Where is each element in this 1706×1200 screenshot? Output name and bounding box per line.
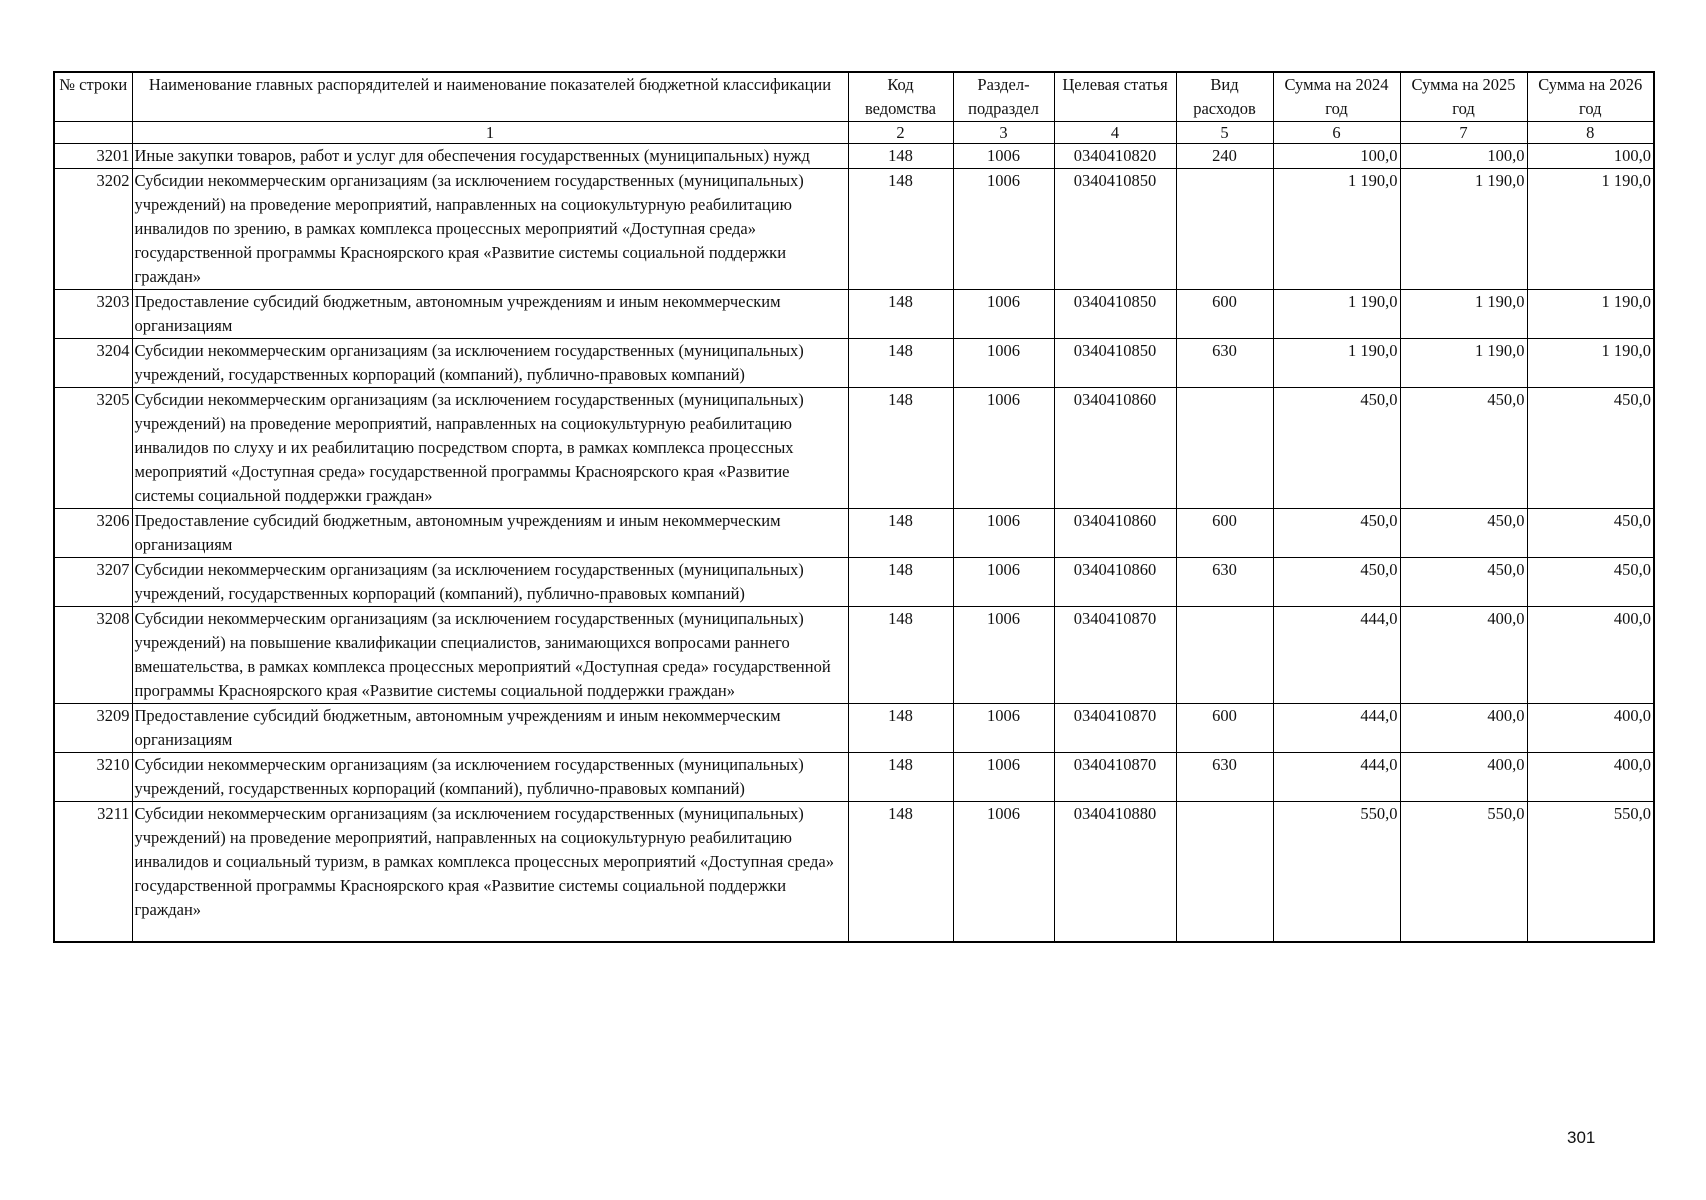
table-row (54, 339, 1654, 388)
header-sum-2025: Сумма на 2025 год (1400, 72, 1527, 122)
row-number: 3205 (54, 388, 132, 509)
row-section: 1006 (953, 144, 1054, 169)
row-sum-2024: 444,0 (1273, 753, 1400, 802)
row-sum-2026: 400,0 (1527, 704, 1654, 753)
row-department-code: 148 (848, 290, 953, 339)
row-sum-2025: 100,0 (1400, 144, 1527, 169)
row-target-article: 0340410860 (1054, 558, 1176, 607)
row-sum-2026: 400,0 (1527, 607, 1654, 704)
row-sum-2025: 400,0 (1400, 704, 1527, 753)
table-row (54, 290, 1654, 339)
row-name: Субсидии некоммерческим организациям (за исключением государственных (муниципальных) учреждений) на проведение мероприятий, направленных на социокультурную реабилитацию инвалидов по зрению, в рамках комплекса процессных мероприятий «Доступная среда» государственной программы Красноярского края «Развитие системы социальной поддержки граждан» (132, 169, 848, 290)
table-row (54, 753, 1654, 802)
row-section: 1006 (953, 558, 1054, 607)
row-sum-2025: 1 190,0 (1400, 290, 1527, 339)
row-number: 3201 (54, 144, 132, 169)
row-sum-2024: 1 190,0 (1273, 169, 1400, 290)
row-sum-2024: 100,0 (1273, 144, 1400, 169)
row-target-article: 0340410880 (1054, 802, 1176, 942)
row-department-code: 148 (848, 704, 953, 753)
row-sum-2026: 100,0 (1527, 144, 1654, 169)
row-expense-type: 630 (1176, 339, 1273, 388)
row-section: 1006 (953, 802, 1054, 942)
table-row (54, 802, 1654, 942)
column-number-row (54, 122, 1654, 144)
row-sum-2026: 450,0 (1527, 558, 1654, 607)
row-expense-type: 600 (1176, 704, 1273, 753)
row-department-code: 148 (848, 802, 953, 942)
header-row-number: № строки (54, 72, 132, 122)
row-number: 3206 (54, 509, 132, 558)
row-department-code: 148 (848, 144, 953, 169)
row-sum-2024: 1 190,0 (1273, 290, 1400, 339)
row-name: Субсидии некоммерческим организациям (за исключением государственных (муниципальных) учреждений) на проведение мероприятий, направленных на социокультурную реабилитацию инвалидов по слуху и их реабилитацию посредством спорта, в рамках комплекса процессных мероприятий «Доступная среда» государственной программы Красноярского края «Развитие системы социальной поддержки граждан» (132, 388, 848, 509)
row-department-code: 148 (848, 339, 953, 388)
row-target-article: 0340410850 (1054, 339, 1176, 388)
row-sum-2024: 1 190,0 (1273, 339, 1400, 388)
row-name: Субсидии некоммерческим организациям (за исключением государственных (муниципальных) учреждений) на повышение квалификации специалистов, занимающихся вопросами раннего вмешательства, в рамках комплекса процессных мероприятий «Доступная среда» государственной программы Красноярского края «Развитие системы социальной поддержки граждан» (132, 607, 848, 704)
column-number: 3 (953, 122, 1054, 144)
column-number: 7 (1400, 122, 1527, 144)
row-name: Предоставление субсидий бюджетным, автономным учреждениям и иным некоммерческим организациям (132, 704, 848, 753)
row-name: Субсидии некоммерческим организациям (за исключением государственных (муниципальных) учреждений, государственных корпораций (компаний), публично-правовых компаний) (132, 753, 848, 802)
row-sum-2025: 1 190,0 (1400, 339, 1527, 388)
row-section: 1006 (953, 607, 1054, 704)
header-sum-2026: Сумма на 2026 год (1527, 72, 1654, 122)
row-sum-2025: 400,0 (1400, 753, 1527, 802)
row-sum-2024: 450,0 (1273, 509, 1400, 558)
row-name: Субсидии некоммерческим организациям (за исключением государственных (муниципальных) учреждений, государственных корпораций (компаний), публично-правовых компаний) (132, 339, 848, 388)
row-number: 3207 (54, 558, 132, 607)
row-expense-type: 630 (1176, 753, 1273, 802)
table-row (54, 388, 1654, 509)
row-section: 1006 (953, 753, 1054, 802)
row-section: 1006 (953, 169, 1054, 290)
row-sum-2026: 1 190,0 (1527, 290, 1654, 339)
row-sum-2025: 450,0 (1400, 509, 1527, 558)
row-section: 1006 (953, 290, 1054, 339)
row-sum-2025: 450,0 (1400, 558, 1527, 607)
table-row (54, 607, 1654, 704)
row-target-article: 0340410820 (1054, 144, 1176, 169)
header-name: Наименование главных распорядителей и наименование показателей бюджетной классификации (132, 72, 848, 122)
row-target-article: 0340410870 (1054, 753, 1176, 802)
row-section: 1006 (953, 509, 1054, 558)
row-sum-2024: 450,0 (1273, 558, 1400, 607)
row-sum-2024: 450,0 (1273, 388, 1400, 509)
row-section: 1006 (953, 339, 1054, 388)
row-name: Предоставление субсидий бюджетным, автономным учреждениям и иным некоммерческим организациям (132, 509, 848, 558)
row-target-article: 0340410860 (1054, 509, 1176, 558)
row-sum-2024: 444,0 (1273, 607, 1400, 704)
column-number: 2 (848, 122, 953, 144)
column-number: 5 (1176, 122, 1273, 144)
row-sum-2025: 550,0 (1400, 802, 1527, 942)
row-sum-2026: 1 190,0 (1527, 169, 1654, 290)
row-sum-2026: 1 190,0 (1527, 339, 1654, 388)
row-sum-2026: 450,0 (1527, 388, 1654, 509)
row-number: 3204 (54, 339, 132, 388)
header-row (54, 72, 1654, 122)
table-row (54, 169, 1654, 290)
header-expense-type: Вид расходов (1176, 72, 1273, 122)
column-number (54, 122, 132, 144)
row-expense-type (1176, 169, 1273, 290)
row-number: 3210 (54, 753, 132, 802)
row-sum-2024: 444,0 (1273, 704, 1400, 753)
table-row (54, 509, 1654, 558)
header-target-article: Целевая статья (1054, 72, 1176, 122)
row-sum-2026: 450,0 (1527, 509, 1654, 558)
row-target-article: 0340410850 (1054, 169, 1176, 290)
row-expense-type (1176, 607, 1273, 704)
row-department-code: 148 (848, 558, 953, 607)
header-section: Раздел-подраздел (953, 72, 1054, 122)
row-department-code: 148 (848, 169, 953, 290)
row-name: Субсидии некоммерческим организациям (за исключением государственных (муниципальных) учреждений, государственных корпораций (компаний), публично-правовых компаний) (132, 558, 848, 607)
row-expense-type: 630 (1176, 558, 1273, 607)
row-sum-2026: 400,0 (1527, 753, 1654, 802)
table-row (54, 144, 1654, 169)
table-row (54, 558, 1654, 607)
row-target-article: 0340410870 (1054, 704, 1176, 753)
row-section: 1006 (953, 704, 1054, 753)
row-number: 3202 (54, 169, 132, 290)
row-sum-2025: 1 190,0 (1400, 169, 1527, 290)
row-sum-2024: 550,0 (1273, 802, 1400, 942)
column-number: 4 (1054, 122, 1176, 144)
row-department-code: 148 (848, 753, 953, 802)
row-number: 3211 (54, 802, 132, 942)
row-expense-type (1176, 388, 1273, 509)
table-row (54, 704, 1654, 753)
row-department-code: 148 (848, 509, 953, 558)
header-sum-2024: Сумма на 2024 год (1273, 72, 1400, 122)
row-number: 3208 (54, 607, 132, 704)
row-target-article: 0340410850 (1054, 290, 1176, 339)
row-department-code: 148 (848, 388, 953, 509)
row-name: Предоставление субсидий бюджетным, автономным учреждениям и иным некоммерческим организациям (132, 290, 848, 339)
row-number: 3209 (54, 704, 132, 753)
budget-table (53, 71, 1655, 943)
row-sum-2025: 450,0 (1400, 388, 1527, 509)
row-sum-2026: 550,0 (1527, 802, 1654, 942)
row-expense-type: 600 (1176, 290, 1273, 339)
row-name: Субсидии некоммерческим организациям (за исключением государственных (муниципальных) учреждений) на проведение мероприятий, направленных на социокультурную реабилитацию инвалидов и социальный туризм, в рамках комплекса процессных мероприятий «Доступная среда» государственной программы Красноярского края «Развитие системы социальной поддержки граждан» (132, 802, 848, 942)
row-expense-type (1176, 802, 1273, 942)
column-number: 1 (132, 122, 848, 144)
row-expense-type: 240 (1176, 144, 1273, 169)
row-section: 1006 (953, 388, 1054, 509)
row-expense-type: 600 (1176, 509, 1273, 558)
page-number: 301 (1567, 1128, 1596, 1147)
column-number: 8 (1527, 122, 1654, 144)
row-number: 3203 (54, 290, 132, 339)
row-target-article: 0340410870 (1054, 607, 1176, 704)
row-target-article: 0340410860 (1054, 388, 1176, 509)
row-name: Иные закупки товаров, работ и услуг для обеспечения государственных (муниципальных) нужд (132, 144, 848, 169)
row-sum-2025: 400,0 (1400, 607, 1527, 704)
header-department-code: Код ведомства (848, 72, 953, 122)
column-number: 6 (1273, 122, 1400, 144)
row-department-code: 148 (848, 607, 953, 704)
